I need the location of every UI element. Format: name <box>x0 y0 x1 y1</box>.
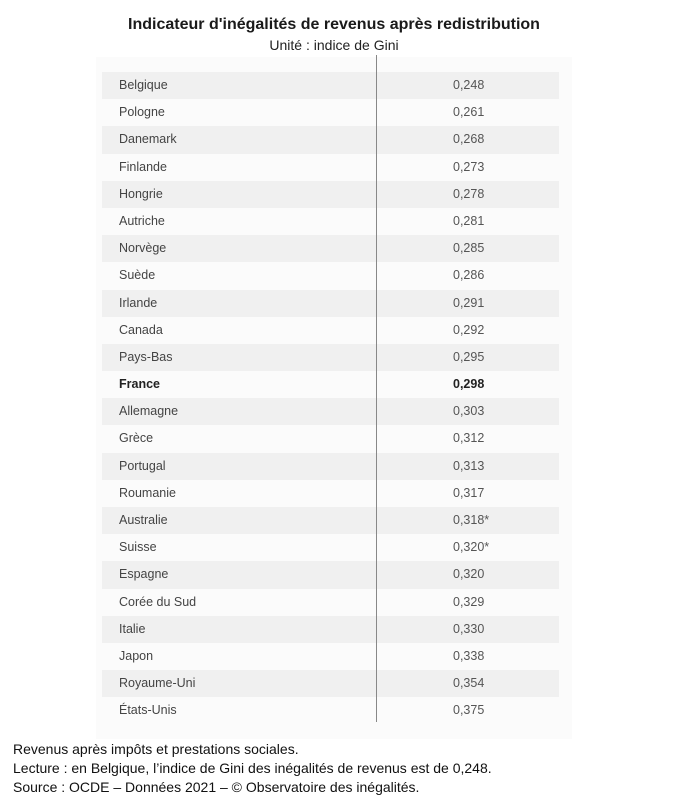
country-label: Corée du Sud <box>119 594 197 609</box>
country-label: Roumanie <box>119 485 176 500</box>
table-row <box>102 181 559 208</box>
gini-value: 0,317 <box>453 485 485 500</box>
gini-value: 0,298 <box>453 377 485 392</box>
country-label: Allemagne <box>119 404 179 419</box>
gini-value: 0,281 <box>453 213 485 228</box>
table-row <box>102 670 559 697</box>
table-row <box>102 697 559 724</box>
country-label: Autriche <box>119 213 165 228</box>
table-row <box>102 126 559 153</box>
gini-value: 0,273 <box>453 159 485 174</box>
column-divider <box>376 55 377 722</box>
gini-value: 0,278 <box>453 186 485 201</box>
gini-value: 0,303 <box>453 404 485 419</box>
country-label: Royaume-Uni <box>119 676 196 691</box>
table-row <box>102 208 559 235</box>
table-row <box>102 317 559 344</box>
gini-value: 0,375 <box>453 703 485 718</box>
table-row <box>102 371 559 398</box>
country-label: Norvège <box>119 241 167 256</box>
table-row <box>102 398 559 425</box>
table-row <box>102 290 559 317</box>
table-row <box>102 507 559 534</box>
country-label: Hongrie <box>119 186 163 201</box>
table-row <box>102 344 559 371</box>
country-label: Danemark <box>119 132 177 147</box>
table-row <box>102 235 559 262</box>
table-row <box>102 534 559 561</box>
note-source: Source : OCDE – Données 2021 – © Observatoire des inégalités. <box>13 779 420 795</box>
note-reading: Lecture : en Belgique, l’indice de Gini des inégalités de revenus est de 0,248. <box>13 760 492 776</box>
gini-value: 0,320 <box>453 567 485 582</box>
table-row <box>102 99 559 126</box>
gini-value: 0,312 <box>453 431 485 446</box>
gini-value: 0,286 <box>453 268 485 283</box>
gini-value: 0,295 <box>453 349 485 364</box>
country-label: Pologne <box>119 105 165 120</box>
country-label: Suisse <box>119 540 157 555</box>
country-label: Belgique <box>119 78 168 92</box>
gini-value: 0,285 <box>453 241 485 256</box>
country-label: Espagne <box>119 567 169 582</box>
gini-value: 0,329 <box>453 594 485 609</box>
table-row <box>102 589 559 616</box>
chart-title: Indicateur d'inégalités de revenus après redistribution <box>128 16 540 33</box>
gini-value: 0,248 <box>453 78 485 92</box>
country-label: Irlande <box>119 295 158 310</box>
table-row <box>102 72 559 99</box>
table-row <box>102 425 559 452</box>
gini-value: 0,313 <box>453 458 485 473</box>
gini-value: 0,261 <box>453 105 485 120</box>
table-row <box>102 561 559 588</box>
country-label: Suède <box>119 268 156 283</box>
country-label: Grèce <box>119 431 154 446</box>
table-row <box>102 480 559 507</box>
gini-value: 0,320* <box>453 540 490 555</box>
country-label: France <box>119 377 160 392</box>
gini-value: 0,354 <box>453 676 485 691</box>
country-label: Finlande <box>119 159 167 174</box>
country-label: Australie <box>119 513 168 527</box>
gini-value: 0,292 <box>453 322 485 337</box>
country-label: Canada <box>119 322 163 337</box>
table-row <box>102 453 559 480</box>
table-row <box>102 616 559 643</box>
country-label: Japon <box>119 648 154 663</box>
chart-subtitle: Unité : indice de Gini <box>269 37 399 53</box>
gini-value: 0,330 <box>453 621 485 636</box>
gini-value: 0,268 <box>453 132 485 147</box>
table-row <box>102 643 559 670</box>
country-label: Pays-Bas <box>119 349 173 364</box>
country-label: Italie <box>119 621 146 636</box>
gini-value: 0,318* <box>453 513 490 527</box>
gini-value: 0,338 <box>453 648 485 663</box>
gini-table <box>102 72 559 725</box>
table-row <box>102 154 559 181</box>
footnotes <box>13 740 492 797</box>
gini-value: 0,291 <box>453 295 485 310</box>
country-label: Portugal <box>119 458 166 473</box>
table-row <box>102 262 559 289</box>
note-definition: Revenus après impôts et prestations sociales. <box>13 741 299 757</box>
country-label: États-Unis <box>119 703 177 718</box>
